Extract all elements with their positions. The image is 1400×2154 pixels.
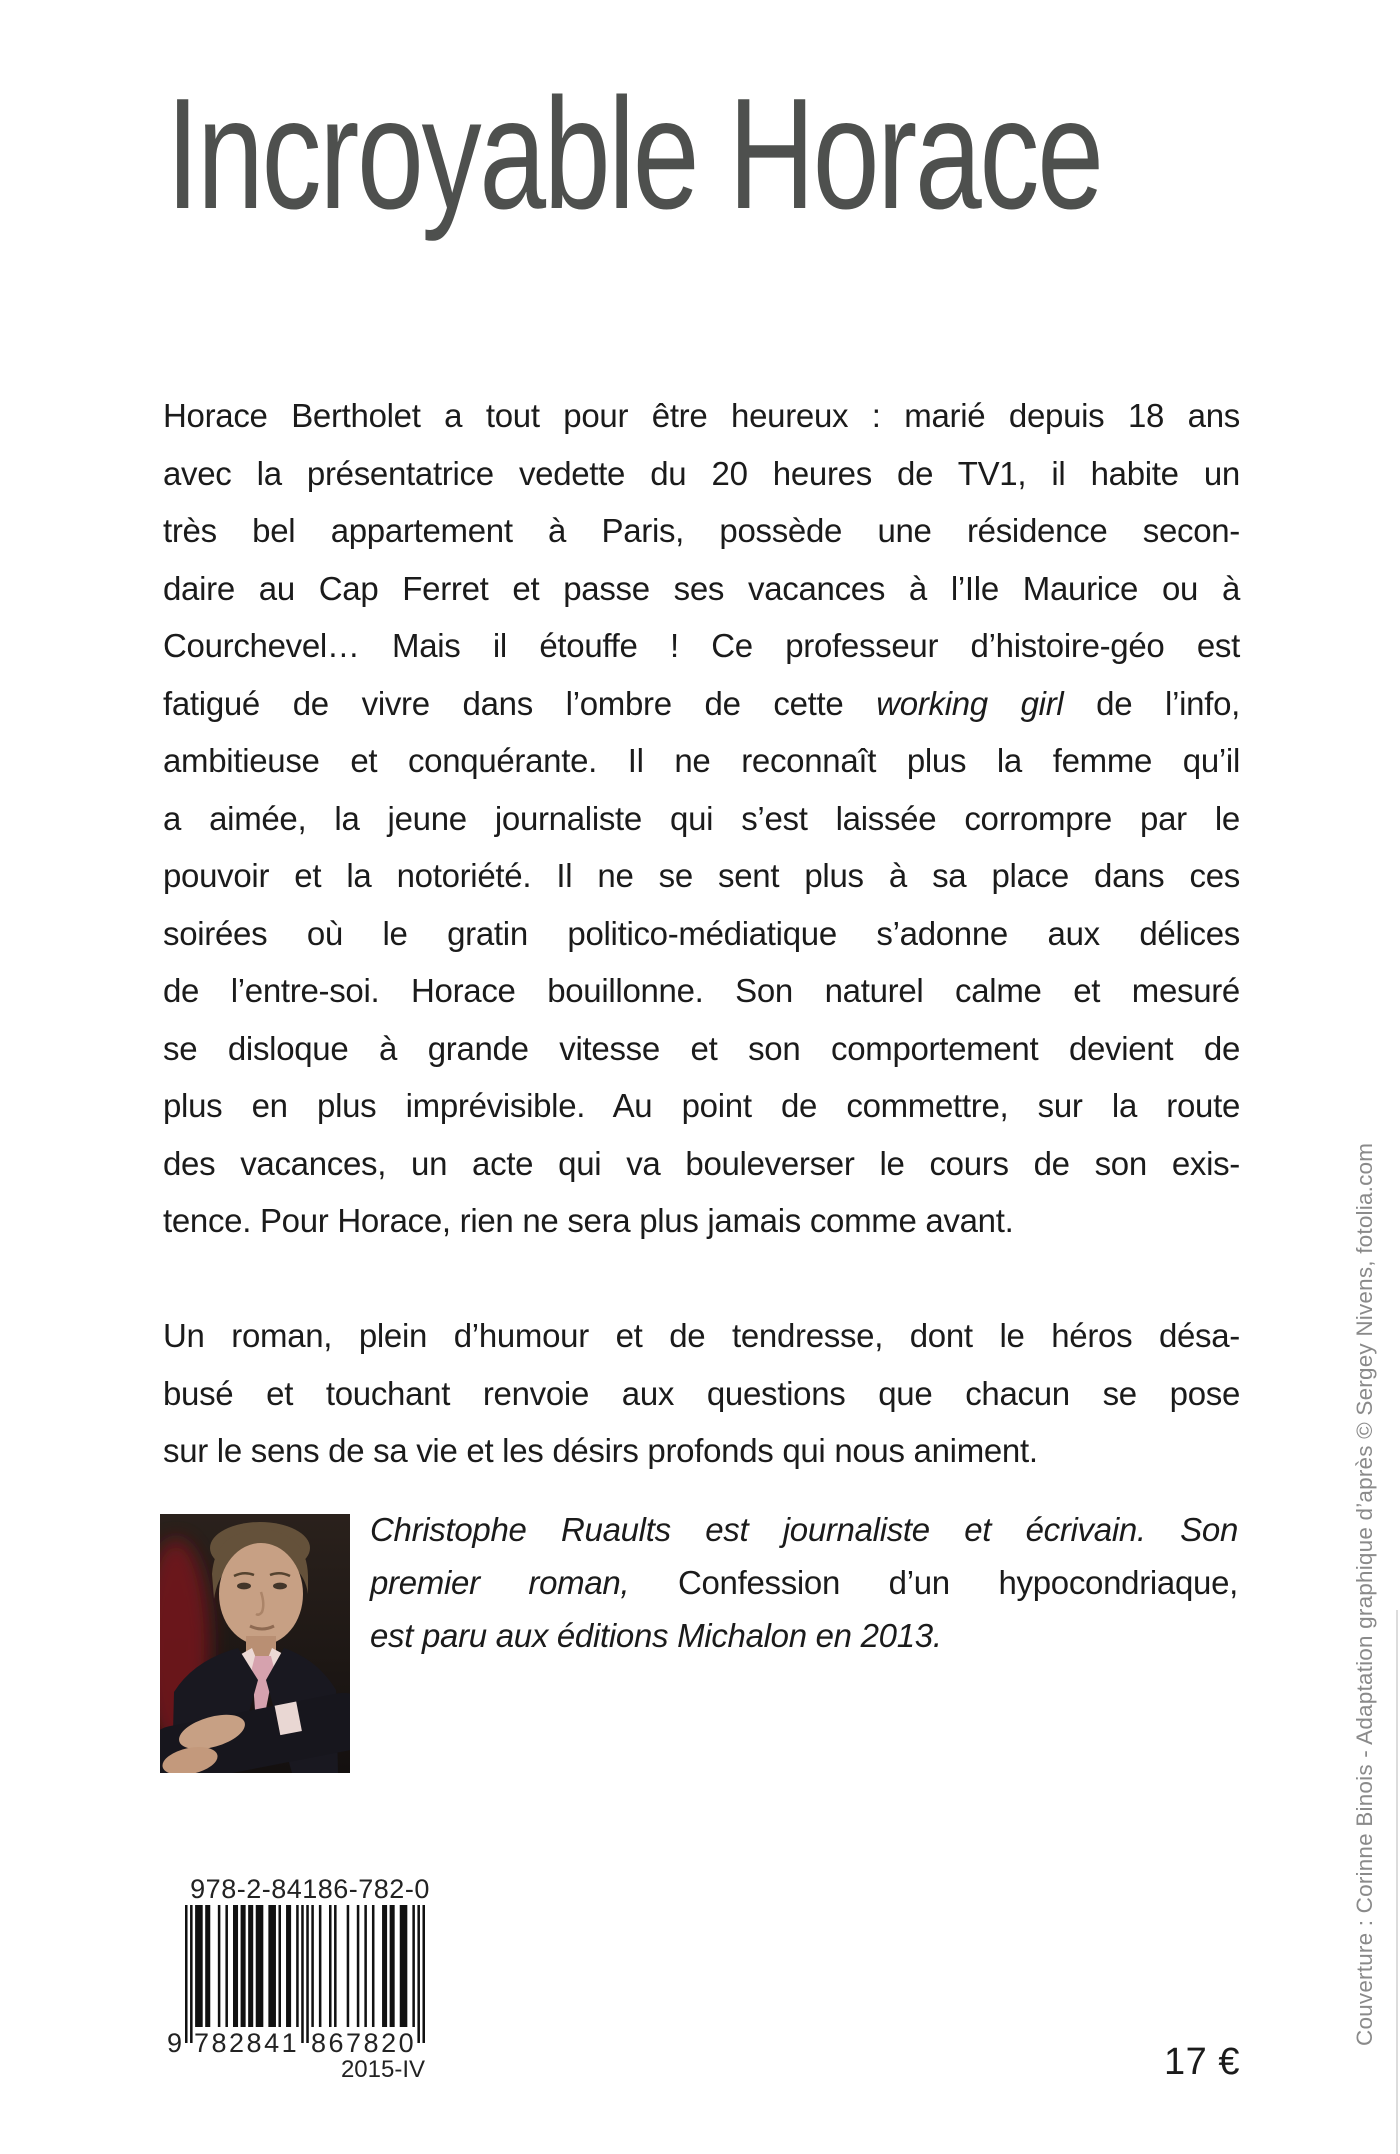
cover-credit: Couverture : Corinne Binois - Adaptation graphique d’après © Sergey Nivens, fotolia.com [1352,1142,1377,2046]
text-line: pouvoir et la notoriété. Il ne se sent plus à sa place dans ces [163,857,1240,894]
text-line: Un roman, plein d’humour et de tendresse, dont le héros désa- [163,1317,1240,1354]
isbn-label: 978-2-84186-782-0 [190,1874,430,1904]
text-line: avec la présentatrice vedette du 20 heures de TV1, il habite un [163,454,1240,492]
text-line: daire au Cap Ferret et passe ses vacances à l’Ile Maurice ou à [163,569,1240,607]
synopsis-paragraph-1 [163,387,1240,1250]
text-line: busé et touchant renvoie aux questions que chacun se pose [163,1374,1240,1412]
scan-edge-line [1396,1610,1398,2154]
barcode-first-digit: 9 [166,2028,182,2058]
text-line: sur le sens de sa vie et les désirs profonds qui nous animent. [163,1432,1038,1469]
barcode-digits-left: 782841 [194,2028,300,2058]
text-line: est paru aux éditions Michalon en 2013. [370,1617,942,1654]
text-line: fatigué de vivre dans l’ombre de cette working girl de l’info, [163,684,1240,722]
right-eye [273,1583,287,1590]
text-line: Christophe Ruaults est journaliste et écrivain. Son [370,1511,1238,1548]
text-line: de l’entre-soi. Horace bouillonne. Son naturel calme et mesuré [163,972,1240,1009]
text-line: soirées où le gratin politico-médiatique s’adonne aux délices [163,914,1240,952]
text-line: Courchevel… Mais il étouffe ! Ce professeur d’histoire-géo est [163,627,1240,664]
text-line: très bel appartement à Paris, possède une résidence secon- [163,512,1240,549]
text-line: plus en plus imprévisible. Au point de commettre, sur la route [163,1087,1240,1124]
barcode-digits-right: 867820 [311,2028,417,2058]
barcode [185,1905,425,2043]
left-eye [237,1583,251,1590]
edition-code: 2015-IV [340,2056,425,2083]
text-line: des vacances, un acte qui va bouleverser le cours de son exis- [163,1144,1240,1182]
text-line: a aimée, la jeune journaliste qui s’est laissée corrompre par le [163,799,1240,837]
author-bio [370,1503,1238,1662]
text-line: Horace Bertholet a tout pour être heureux : marié depuis 18 ans [163,397,1240,434]
book-title: Incroyable Horace [166,66,1102,242]
price-label: 17 € [1164,2041,1240,2083]
synopsis-paragraph-2 [163,1307,1240,1480]
text-line: tence. Pour Horace, rien ne sera plus jamais comme avant. [163,1202,1014,1239]
author-photo [160,1514,350,1773]
text-line: se disloque à grande vitesse et son comportement devient de [163,1029,1240,1067]
text-line: ambitieuse et conquérante. Il ne reconnaît plus la femme qu’il [163,742,1240,779]
text-line: premier roman, Confession d’un hypocondriaque, [370,1564,1239,1601]
